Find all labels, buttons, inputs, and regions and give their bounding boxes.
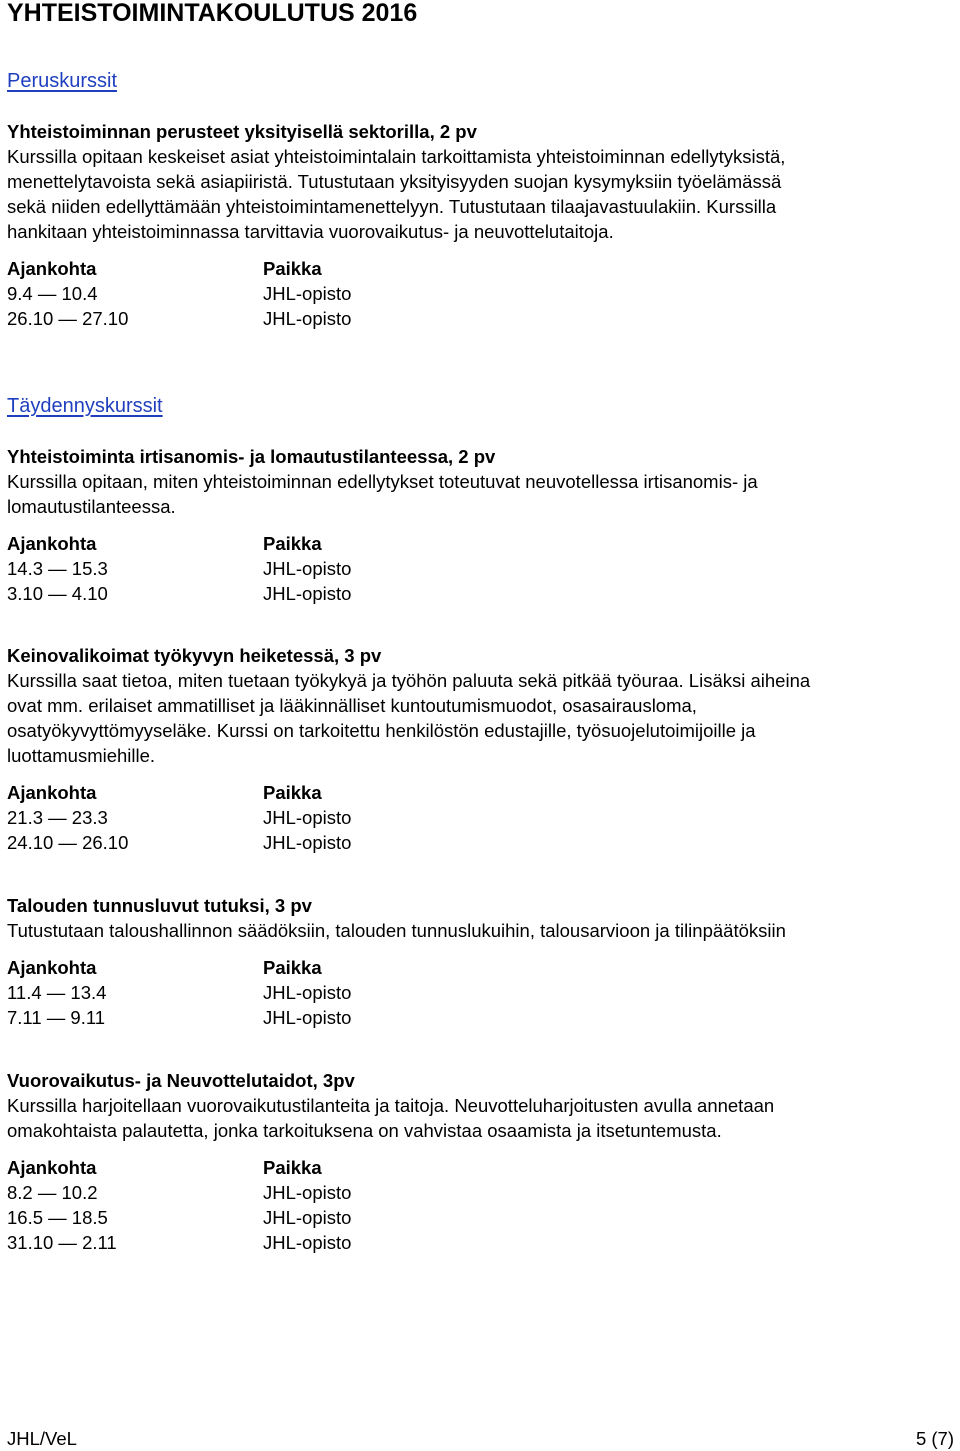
schedule-header-date: Ajankohta (7, 782, 97, 803)
schedule-header-row (7, 780, 953, 805)
schedule-row (7, 980, 953, 1005)
session-place: JHL-opisto (263, 807, 352, 828)
schedule-header-place: Paikka (263, 258, 322, 279)
schedule-header-row (7, 955, 953, 980)
description-line: omakohtaista palautetta, jonka tarkoituksena on vahvistaa osaamista ja itsetuntemusta. (7, 1120, 722, 1141)
schedule-header-date: Ajankohta (7, 258, 97, 279)
description-line: Tutustutaan taloushallinnon säädöksiin, talouden tunnuslukuihin, talousarvioon ja tilinpäätöksiin (7, 920, 786, 941)
schedule-row (7, 556, 953, 581)
schedule-table (7, 531, 953, 606)
schedule-row (7, 830, 953, 855)
course-talouden-tunnusluvut (7, 893, 953, 1030)
session-place: JHL-opisto (263, 558, 352, 579)
schedule-header-row (7, 531, 953, 556)
schedule-table (7, 780, 953, 855)
course-keinovalikoimat (7, 643, 953, 855)
course-description (7, 668, 953, 768)
description-line: luottamusmiehille. (7, 745, 156, 766)
session-date: 21.3 — 23.3 (7, 807, 108, 828)
description-line: hankitaan yhteistoiminnassa tarvittavia vuorovaikutus- ja neuvottelutaitoja. (7, 221, 614, 242)
schedule-header-row (7, 256, 953, 281)
schedule-table (7, 1155, 953, 1255)
session-place: JHL-opisto (263, 1007, 352, 1028)
course-title: Talouden tunnusluvut tutuksi, 3 pv (7, 895, 312, 916)
course-title: Keinovalikoimat työkyvyn heiketessä, 3 pv (7, 645, 382, 666)
schedule-header-date: Ajankohta (7, 533, 97, 554)
schedule-row (7, 581, 953, 606)
description-line: sekä niiden edellyttämään yhteistoimintamenettelyyn. Tutustutaan tilaajavastuulakiin. Kurssilla (7, 196, 777, 217)
course-description (7, 1093, 953, 1143)
schedule-table (7, 955, 953, 1030)
session-date: 3.10 — 4.10 (7, 583, 108, 604)
schedule-row (7, 306, 953, 331)
session-place: JHL-opisto (263, 283, 352, 304)
course-yhteistoiminnan-perusteet (7, 119, 953, 331)
description-line: Kurssilla opitaan, miten yhteistoiminnan edellytykset toteutuvat neuvotellessa irtisanomis- ja (7, 471, 758, 492)
session-date: 31.10 — 2.11 (7, 1232, 117, 1253)
schedule-header-row (7, 1155, 953, 1180)
session-place: JHL-opisto (263, 1207, 352, 1228)
description-line: ovat mm. erilaiset ammatilliset ja lääkinnälliset kuntoutumismuodot, osasairausloma, (7, 695, 697, 716)
page-title: YHTEISTOIMINTAKOULUTUS 2016 (7, 0, 418, 27)
schedule-header-date: Ajankohta (7, 1157, 97, 1178)
footer-page-number: 5 (7) (915, 1428, 954, 1449)
session-place: JHL-opisto (263, 832, 352, 853)
session-date: 8.2 — 10.2 (7, 1182, 98, 1203)
course-description (7, 144, 953, 244)
session-date: 26.10 — 27.10 (7, 308, 129, 329)
session-date: 11.4 — 13.4 (7, 982, 107, 1003)
schedule-row (7, 1230, 953, 1255)
schedule-header-date: Ajankohta (7, 957, 97, 978)
description-line: menettelytavoista sekä asiapiiristä. Tutustutaan yksityisyyden suojan kysymyksiin työelämässä (7, 171, 782, 192)
session-place: JHL-opisto (263, 1232, 352, 1253)
section-heading-taydennyskurssit: Täydennyskurssit (7, 395, 163, 417)
footer-organization: JHL/VeL (7, 1428, 77, 1449)
schedule-table (7, 256, 953, 331)
session-date: 7.11 — 9.11 (7, 1007, 106, 1028)
course-description (7, 469, 953, 519)
schedule-header-place: Paikka (263, 957, 322, 978)
section-heading-peruskurssit: Peruskurssit (7, 70, 118, 92)
session-place: JHL-opisto (263, 308, 352, 329)
schedule-header-place: Paikka (263, 533, 322, 554)
description-line: osatyökyvyttömyyseläke. Kurssi on tarkoitettu henkilöstön edustajille, työsuojelutoimijoille ja (7, 720, 756, 741)
schedule-row (7, 1180, 953, 1205)
schedule-header-place: Paikka (263, 782, 322, 803)
schedule-row (7, 805, 953, 830)
course-title: Vuorovaikutus- ja Neuvottelutaidot, 3pv (7, 1070, 355, 1091)
schedule-header-place: Paikka (263, 1157, 322, 1178)
course-title: Yhteistoiminta irtisanomis- ja lomautustilanteessa, 2 pv (7, 446, 496, 467)
session-place: JHL-opisto (263, 1182, 352, 1203)
session-place: JHL-opisto (263, 982, 352, 1003)
session-date: 9.4 — 10.4 (7, 283, 98, 304)
course-irtisanomis-lomautus (7, 444, 953, 606)
session-place: JHL-opisto (263, 583, 352, 604)
description-line: Kurssilla opitaan keskeiset asiat yhteistoimintalain tarkoittamista yhteistoiminnan edellytyksistä, (7, 146, 786, 167)
course-description (7, 918, 953, 943)
schedule-row (7, 281, 953, 306)
session-date: 16.5 — 18.5 (7, 1207, 108, 1228)
description-line: Kurssilla harjoitellaan vuorovaikutustilanteita ja taitoja. Neuvotteluharjoitusten avulla annetaan (7, 1095, 775, 1116)
course-title: Yhteistoiminnan perusteet yksityisellä sektorilla, 2 pv (7, 121, 477, 142)
session-date: 24.10 — 26.10 (7, 832, 129, 853)
description-line: Kurssilla saat tietoa, miten tuetaan työkykyä ja työhön paluuta sekä pitkää työuraa. Lisäksi aiheina (7, 670, 811, 691)
schedule-row (7, 1205, 953, 1230)
schedule-row (7, 1005, 953, 1030)
session-date: 14.3 — 15.3 (7, 558, 108, 579)
course-vuorovaikutus-neuvottelutaidot (7, 1068, 953, 1255)
description-line: lomautustilanteessa. (7, 496, 176, 517)
